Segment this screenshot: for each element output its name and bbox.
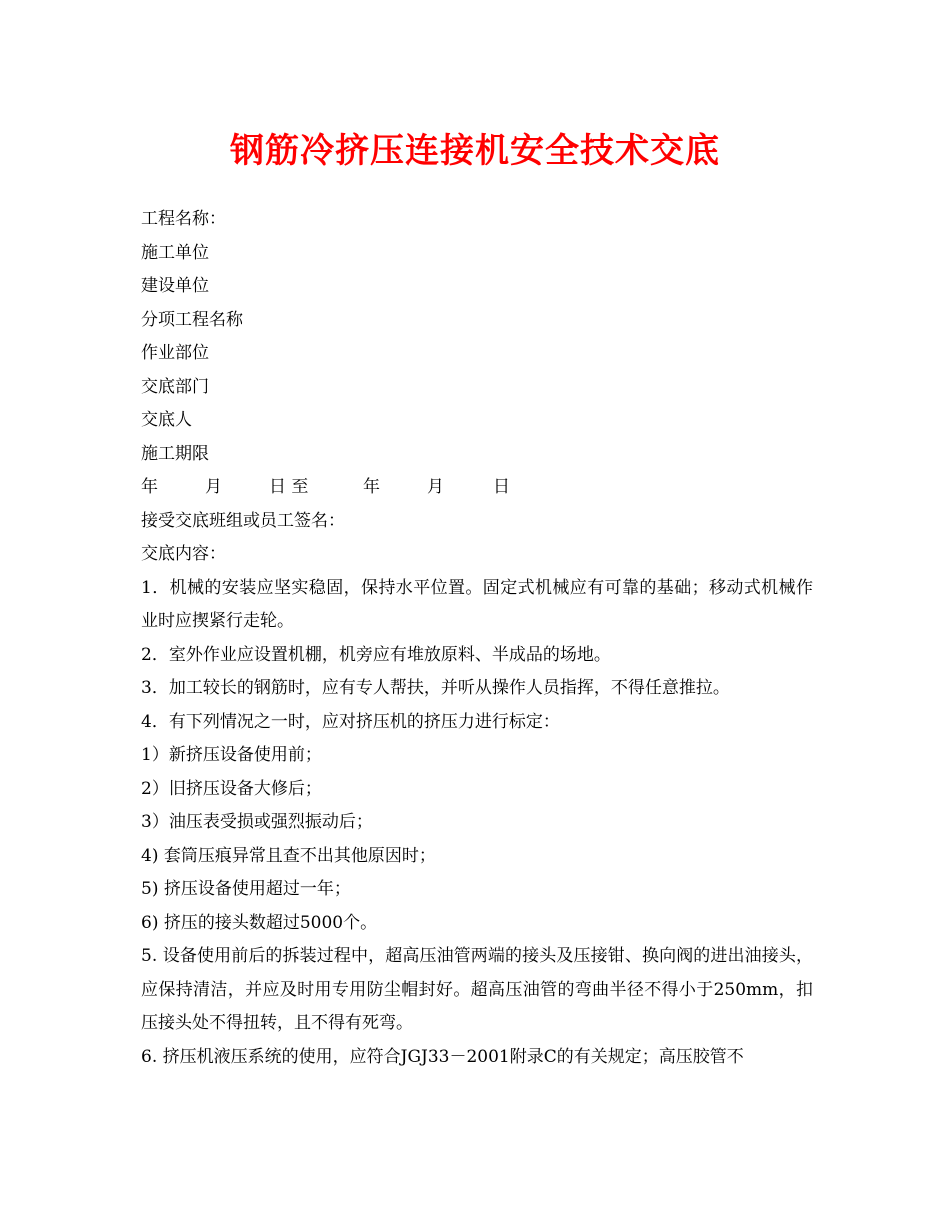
sub-item-5: 5) 挤压设备使用超过一年； [141,879,351,899]
content-label: 交底内容： [141,544,226,564]
field-sub-project-name: 分项工程名称 [141,309,243,330]
field-construction-period: 施工期限 [141,443,209,464]
sub-item-6: 6) 挤压的接头数超过5000个。 [141,912,378,933]
date-day-end: 日 [493,477,510,497]
paragraph-5: 5. 设备使用前后的拆装过程中，超高压油管两端的接头及压接钳、换向阀的进出油接头，应保持清洁，并应及时用专用防尘帽封好。超高压油管的弯曲半径不得小于250mm，扣压接头处不得扭转，且不得有死弯。 [141,946,813,1033]
paragraph-2: 2．室外作业应设置机棚，机旁应有堆放原料、半成品的场地。 [141,644,611,665]
date-day-start-to: 日 至 [269,477,309,497]
date-month-end: 月 [427,477,444,497]
document-title: 钢筋冷挤压连接机安全技术交底 [230,131,720,171]
field-project-name: 工程名称： [141,209,226,229]
document-body [141,203,813,1074]
signature-label: 接受交底班组或员工签名： [141,510,345,531]
date-year-start: 年 [141,477,158,497]
sub-item-4: 4) 套筒压痕异常且查不出其他原因时； [141,845,436,866]
field-owner-unit: 建设单位 [141,276,209,296]
paragraph-4: 4．有下列情况之一时，应对挤压机的挤压力进行标定： [141,711,560,732]
field-briefing-department: 交底部门 [141,376,209,397]
paragraph-1: 1．机械的安装应坚实稳固，保持水平位置。固定式机械应有可靠的基础；移动式机械作业时应揳紧行走轮。 [141,577,813,631]
paragraph-3: 3．加工较长的钢筋时，应有专人帮扶，并听从操作人员指挥，不得任意推拉。 [141,678,730,698]
date-year-end: 年 [363,477,380,497]
sub-item-2: 2）旧挤压设备大修后； [141,778,322,799]
date-month-start: 月 [205,477,222,497]
paragraph-6: 6. 挤压机液压系统的使用，应符合JGJ33－2001附录C的有关规定；高压胶管不 [141,1046,744,1067]
field-briefing-person: 交底人 [141,410,192,430]
date-range-row [141,471,813,505]
field-work-location: 作业部位 [141,343,209,363]
sub-item-1: 1）新挤压设备使用前； [141,745,322,765]
field-construction-unit: 施工单位 [141,242,209,263]
sub-item-3: 3）油压表受损或强烈振动后； [141,812,373,832]
